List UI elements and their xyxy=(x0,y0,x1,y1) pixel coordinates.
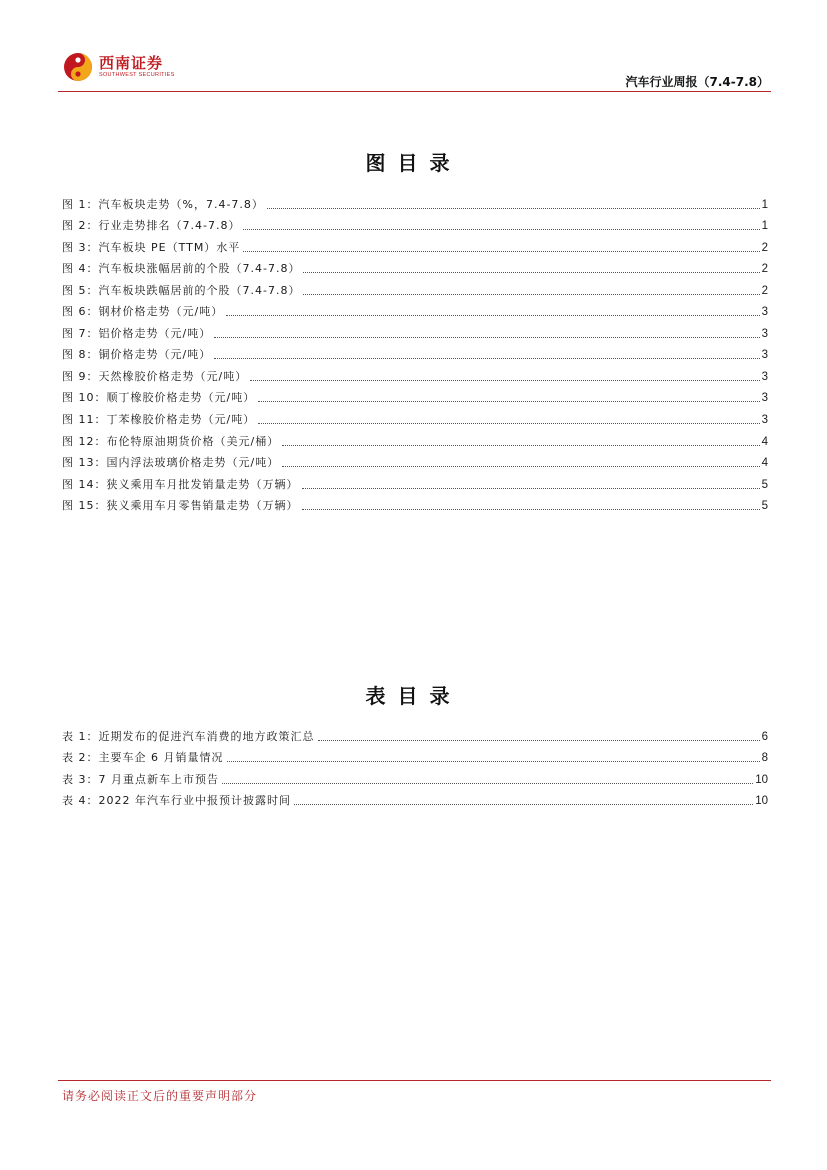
toc-entry-label: 图 11：丁苯橡胶价格走势（元/吨） xyxy=(62,413,256,427)
toc-dot-leader xyxy=(243,229,759,230)
toc-dot-leader xyxy=(303,272,759,273)
toc-dot-leader xyxy=(226,315,759,316)
toc-dot-leader xyxy=(282,466,759,467)
toc-entry-page: 3 xyxy=(761,327,768,340)
toc-entry-page: 3 xyxy=(761,392,768,405)
toc-entry-page: 2 xyxy=(761,284,768,297)
figure-index-entry[interactable] xyxy=(62,405,768,427)
toc-dot-leader xyxy=(222,783,753,784)
toc-entry-page: 3 xyxy=(761,306,768,319)
toc-entry-page: 2 xyxy=(761,263,768,276)
toc-entry-page: 5 xyxy=(761,500,768,513)
figure-index-title: 图目录 xyxy=(365,151,462,175)
page-header xyxy=(58,48,771,92)
table-index-title: 表目录 xyxy=(365,684,462,708)
toc-entry-label: 图 14：狭义乘用车月批发销量走势（万辆） xyxy=(62,477,299,491)
toc-entry-label: 图 9：天然橡胶价格走势（元/吨） xyxy=(62,369,248,383)
report-title: 汽车行业周报（7.4-7.8） xyxy=(625,75,769,89)
header-divider xyxy=(58,91,771,92)
logo-emblem-icon xyxy=(63,52,93,82)
toc-dot-leader xyxy=(243,251,759,252)
figure-index-entry[interactable] xyxy=(62,362,768,384)
toc-entry-page: 3 xyxy=(761,414,768,427)
toc-entry-label: 图 15：狭义乘用车月零售销量走势（万辆） xyxy=(62,499,299,513)
toc-dot-leader xyxy=(250,380,759,381)
toc-entry-page: 1 xyxy=(761,198,768,211)
toc-entry-label: 表 4：2022 年汽车行业中报预计披露时间 xyxy=(62,794,291,808)
toc-entry-page: 6 xyxy=(761,730,768,743)
toc-entry-page: 10 xyxy=(755,795,768,808)
logo-english-name: SOUTHWEST SECURITIES xyxy=(99,72,175,78)
figure-index-entry[interactable] xyxy=(62,255,768,277)
table-index-list xyxy=(62,722,768,808)
figure-index-entry[interactable] xyxy=(62,190,768,212)
figure-index-entry[interactable] xyxy=(62,384,768,406)
company-logo xyxy=(63,52,175,82)
toc-entry-label: 图 5：汽车板块跌幅居前的个股（7.4-7.8） xyxy=(62,283,301,297)
table-index-entry[interactable] xyxy=(62,787,768,809)
toc-entry-page: 2 xyxy=(761,241,768,254)
toc-entry-page: 4 xyxy=(761,435,768,448)
toc-entry-label: 图 13：国内浮法玻璃价格走势（元/吨） xyxy=(62,456,280,470)
toc-entry-page: 4 xyxy=(761,457,768,470)
toc-entry-page: 5 xyxy=(761,478,768,491)
toc-dot-leader xyxy=(214,358,759,359)
toc-dot-leader xyxy=(302,488,760,489)
figure-index-entry[interactable] xyxy=(62,319,768,341)
toc-entry-label: 表 3：7 月重点新车上市预告 xyxy=(62,772,219,786)
figure-index-entry[interactable] xyxy=(62,298,768,320)
toc-dot-leader xyxy=(318,740,760,741)
toc-dot-leader xyxy=(258,401,759,402)
figure-index-entry[interactable] xyxy=(62,212,768,234)
footer-disclaimer: 请务必阅读正文后的重要声明部分 xyxy=(62,1089,258,1103)
toc-entry-label: 图 4：汽车板块涨幅居前的个股（7.4-7.8） xyxy=(62,262,301,276)
toc-entry-page: 1 xyxy=(761,220,768,233)
toc-dot-leader xyxy=(214,337,759,338)
figure-index-entry[interactable] xyxy=(62,233,768,255)
table-index-entry[interactable] xyxy=(62,765,768,787)
figure-index-entry[interactable] xyxy=(62,276,768,298)
footer-divider xyxy=(58,1080,771,1081)
toc-dot-leader xyxy=(294,804,753,805)
toc-entry-page: 3 xyxy=(761,370,768,383)
toc-entry-page: 10 xyxy=(755,773,768,786)
toc-dot-leader xyxy=(282,445,759,446)
toc-dot-leader xyxy=(303,294,759,295)
toc-entry-label: 图 2：行业走势排名（7.4-7.8） xyxy=(62,219,241,233)
toc-entry-label: 图 12：布伦特原油期货价格（美元/桶） xyxy=(62,434,280,448)
figure-index-entry[interactable] xyxy=(62,470,768,492)
toc-entry-label: 图 10：顺丁橡胶价格走势（元/吨） xyxy=(62,391,256,405)
toc-entry-label: 图 3：汽车板块 PE（TTM）水平 xyxy=(62,240,241,254)
toc-entry-label: 图 8：铜价格走势（元/吨） xyxy=(62,348,212,362)
toc-entry-page: 8 xyxy=(761,752,768,765)
figure-index-entry[interactable] xyxy=(62,341,768,363)
toc-entry-label: 图 1：汽车板块走势（%，7.4-7.8） xyxy=(62,197,264,211)
toc-dot-leader xyxy=(267,208,760,209)
toc-dot-leader xyxy=(258,423,759,424)
figure-index-entry[interactable] xyxy=(62,449,768,471)
toc-entry-label: 图 7：铝价格走势（元/吨） xyxy=(62,326,212,340)
table-index-entry[interactable] xyxy=(62,744,768,766)
logo-chinese-name: 西南证券 xyxy=(99,54,164,72)
figure-index-list xyxy=(62,190,768,513)
toc-entry-label: 表 2：主要车企 6 月销量情况 xyxy=(62,751,224,765)
toc-entry-page: 3 xyxy=(761,349,768,362)
figure-index-entry[interactable] xyxy=(62,427,768,449)
toc-entry-label: 表 1：近期发布的促进汽车消费的地方政策汇总 xyxy=(62,729,315,743)
figure-index-entry[interactable] xyxy=(62,492,768,514)
toc-dot-leader xyxy=(227,761,760,762)
table-index-entry[interactable] xyxy=(62,722,768,744)
toc-entry-label: 图 6：钢材价格走势（元/吨） xyxy=(62,305,224,319)
toc-dot-leader xyxy=(302,509,760,510)
